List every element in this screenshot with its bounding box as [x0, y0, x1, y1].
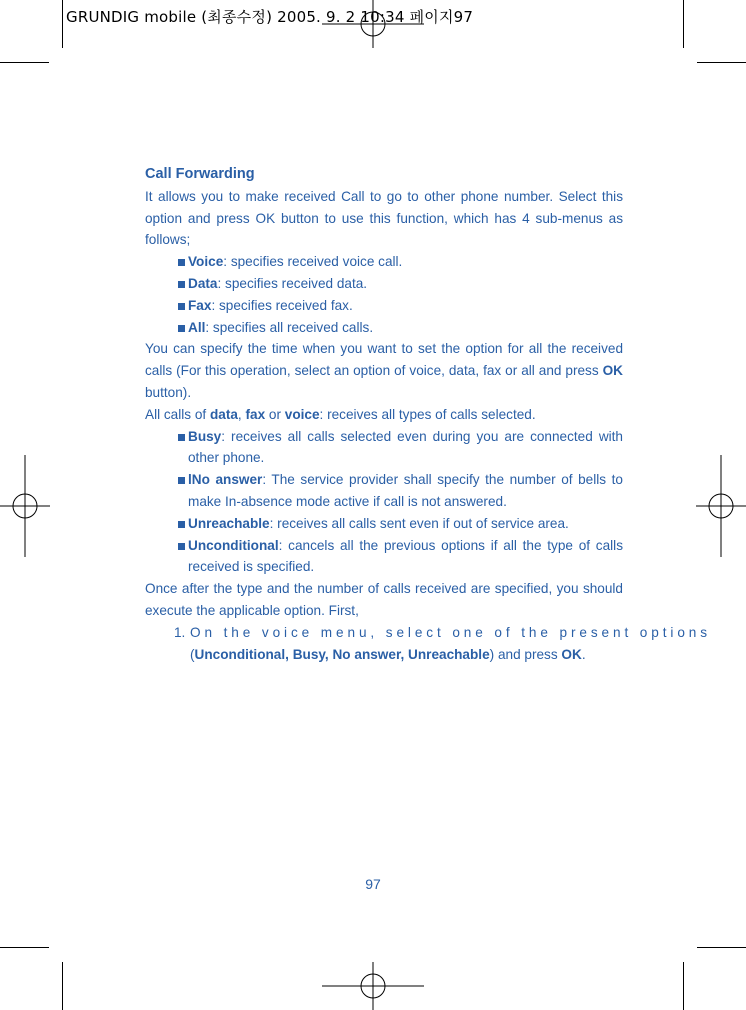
time-paragraph-end: button). — [145, 384, 192, 400]
option-desc: : receives all calls sent even if out of service area. — [269, 515, 569, 531]
voice-keyword: voice — [284, 406, 320, 422]
bullet-square-icon — [178, 325, 185, 332]
step-1 — [145, 622, 711, 666]
option-item-unreachable — [145, 513, 623, 535]
option-item-busy — [145, 426, 623, 470]
paren-open: ( — [190, 646, 195, 662]
submenu-desc: : specifies received voice call. — [223, 254, 403, 270]
separator: or — [265, 406, 285, 422]
submenu-item-voice — [145, 251, 623, 273]
crop-mark-top-right-v — [683, 0, 684, 48]
crop-mark-bottom-left-v — [62, 962, 63, 1010]
option-desc: : cancels all the previous options if all the type of calls received is specified. — [188, 537, 623, 575]
page-number: 97 — [365, 876, 381, 892]
step-line-2 — [190, 644, 623, 666]
crop-mark-top-right-h — [697, 62, 746, 63]
submenu-term: Data — [188, 275, 218, 291]
registration-mark-bottom — [322, 962, 424, 1010]
crop-mark-bottom-right-h — [697, 947, 746, 948]
registration-mark-left — [0, 455, 50, 557]
bullet-square-icon — [178, 434, 185, 441]
step-line-1: On the voice menu, select one of the present options — [190, 624, 711, 640]
intro-paragraph: It allows you to make received Call to go to other phone number. Select this option and press OK button to use this function, which has 4 sub-menus as follows; — [145, 188, 623, 248]
ok-keyword: OK — [561, 646, 582, 662]
step-end: . — [581, 646, 586, 662]
crop-mark-bottom-right-v — [683, 962, 684, 1010]
data-keyword: data — [209, 406, 238, 422]
registration-mark-right — [696, 455, 746, 557]
ok-keyword: OK — [602, 363, 623, 379]
separator: , — [237, 406, 246, 422]
option-item-no-answer — [145, 469, 623, 513]
crop-mark-top-left-v — [62, 0, 63, 48]
fax-keyword: fax — [245, 406, 266, 422]
submenu-term: Voice — [188, 254, 224, 270]
bullet-square-icon — [178, 543, 185, 550]
submenu-term: Fax — [188, 297, 212, 313]
submenu-desc: : specifies received fax. — [211, 297, 353, 313]
all-calls-prefix: All calls of — [145, 406, 210, 422]
submenu-item-all — [145, 317, 623, 339]
option-desc: : receives all calls selected even during you are connected with other phone. — [188, 428, 623, 466]
bullet-square-icon — [178, 281, 185, 288]
section-title: Call Forwarding — [145, 166, 255, 182]
all-calls-paragraph — [145, 404, 623, 426]
bullet-square-icon — [178, 477, 185, 484]
option-term: Busy — [188, 428, 222, 444]
all-calls-suffix: : receives all types of calls selected. — [319, 406, 536, 422]
manual-content — [145, 164, 711, 665]
registration-mark-top — [322, 0, 424, 48]
option-desc: : The service provider shall specify the number of bells to make In-absence mode active if call is not answered. — [188, 472, 623, 509]
once-paragraph: Once after the type and the number of calls received are specified, you should execute the applicable option. First, — [145, 581, 623, 618]
step-options-keywords: Unconditional, Busy, No answer, Unreachable — [194, 646, 490, 662]
option-term: Unconditional — [188, 537, 279, 553]
crop-mark-bottom-left-h — [0, 947, 49, 948]
option-term: Unreachable — [188, 515, 270, 531]
crop-mark-top-left-h — [0, 62, 49, 63]
print-header: GRUNDIG mobile (최종수정) 2005. 9. 2 10:34 페이지97 — [66, 8, 474, 26]
submenu-item-data — [145, 273, 623, 295]
bullet-square-icon — [178, 521, 185, 528]
option-item-unconditional — [145, 535, 623, 579]
submenu-desc: : specifies received data. — [217, 275, 368, 291]
submenu-term: All — [188, 319, 206, 335]
submenu-item-fax — [145, 295, 623, 317]
time-paragraph-text: You can specify the time when you want to set the option for all the received calls (For this operation, select an option of voice, data, fax or all and press — [145, 341, 623, 379]
bullet-square-icon — [178, 259, 185, 266]
submenu-desc: : specifies all received calls. — [205, 319, 374, 335]
step-mid-text: ) and press — [489, 646, 562, 662]
step-number: 1. — [174, 624, 186, 640]
time-paragraph — [145, 338, 623, 403]
bullet-square-icon — [178, 303, 185, 310]
option-term: lNo answer — [188, 472, 263, 488]
